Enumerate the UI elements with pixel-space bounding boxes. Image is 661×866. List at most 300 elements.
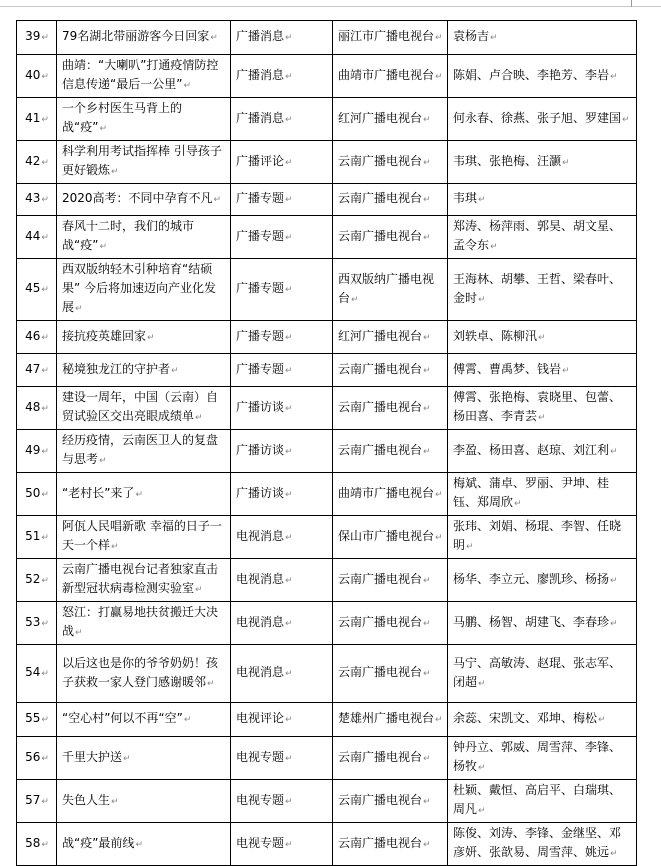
entry-category-cell (231, 216, 333, 259)
paragraph-mark-icon: ↵ (478, 678, 486, 689)
entry-authors: 刘轶卓、陈柳汛 (453, 328, 538, 343)
entry-authors-cell (448, 55, 637, 98)
entry-authors: 何永春、徐燕、张子旭、罗建国 (453, 110, 622, 125)
awards-table-body (17, 21, 637, 866)
entry-authors: 杨华、李立元、廖凯珍、杨扬 (453, 571, 610, 586)
paragraph-mark-icon: ↵ (423, 332, 431, 343)
paragraph-mark-icon: ↵ (75, 628, 83, 638)
paragraph-mark-icon: ↵ (351, 294, 359, 305)
entry-authors: 李盈、杨田喜、赵琼、刘江利 (453, 442, 610, 457)
entry-title: 秘境独龙江的守护者 (62, 361, 171, 376)
paragraph-mark-icon: ↵ (135, 489, 143, 500)
paragraph-mark-icon: ↵ (478, 806, 486, 816)
entry-organization: 红河广播电视台 (338, 110, 423, 125)
row-number: 48 (25, 399, 41, 414)
entry-organization-cell (333, 559, 448, 602)
entry-title: 以后这也是你的爷爷奶奶！孩子获救一家人登门感谢暖邻 (62, 655, 219, 689)
paragraph-mark-icon: ↵ (41, 157, 49, 168)
paragraph-mark-icon: ↵ (423, 114, 431, 125)
entry-category-cell (231, 645, 333, 703)
entry-organization: 云南广播电视台 (338, 614, 423, 629)
paragraph-mark-icon: ↵ (285, 71, 293, 82)
entry-organization: 红河广播电视台 (338, 328, 423, 343)
row-number: 42 (25, 153, 41, 168)
table-row (17, 184, 637, 216)
entry-authors: 张玮、刘娟、杨琨、李智、任晓明 (453, 519, 622, 552)
paragraph-mark-icon: ↵ (99, 242, 107, 252)
paragraph-mark-icon: ↵ (423, 669, 431, 679)
paragraph-mark-icon: ↵ (285, 365, 293, 376)
row-number-cell (17, 55, 57, 98)
paragraph-mark-icon: ↵ (490, 33, 498, 43)
row-number: 58 (25, 835, 41, 850)
paragraph-mark-icon: ↵ (423, 839, 431, 850)
paragraph-mark-icon: ↵ (285, 332, 293, 343)
entry-title: “老村长”来了 (62, 485, 135, 500)
entry-organization: 曲靖市广播电视台 (338, 485, 435, 500)
row-number: 40 (25, 67, 41, 82)
paragraph-mark-icon: ↵ (123, 753, 131, 764)
entry-organization: 云南广播电视台 (338, 442, 423, 457)
entry-authors: 韦琪 (453, 191, 478, 205)
paragraph-mark-icon: ↵ (285, 195, 293, 205)
entry-organization: 云南广播电视台 (338, 571, 423, 586)
entry-category-cell (231, 259, 333, 321)
paragraph-mark-icon: ↵ (213, 195, 222, 205)
paragraph-mark-icon: ↵ (41, 365, 49, 376)
table-row (17, 780, 637, 823)
entry-title-cell (57, 141, 231, 184)
entry-authors-cell (448, 780, 637, 823)
entry-authors: 钟丹立、郭威、周雪萍、李锋、杨牧 (453, 740, 622, 773)
paragraph-mark-icon: ↵ (285, 669, 293, 679)
entry-title: 2020高考：不同中孕育不凡 (62, 191, 213, 205)
paragraph-mark-icon: ↵ (285, 753, 293, 764)
paragraph-mark-icon: ↵ (598, 715, 606, 725)
entry-organization-cell (333, 737, 448, 780)
paragraph-mark-icon: ↵ (562, 157, 570, 168)
entry-title: 一个乡村医生马背上的战“疫” (62, 101, 183, 134)
entry-organization-cell (333, 473, 448, 516)
entry-authors-cell (448, 645, 637, 703)
entry-organization: 云南广播电视台 (338, 792, 423, 807)
paragraph-mark-icon: ↵ (41, 332, 49, 343)
entry-authors-cell (448, 354, 637, 387)
paragraph-mark-icon: ↵ (285, 532, 293, 543)
entry-organization: 云南广播电视台 (338, 191, 423, 205)
entry-authors-cell (448, 737, 637, 780)
table-row (17, 141, 637, 184)
paragraph-mark-icon: ↵ (423, 157, 431, 168)
entry-title-cell (57, 354, 231, 387)
paragraph-mark-icon: ↵ (41, 285, 49, 295)
paragraph-mark-icon: ↵ (111, 167, 119, 177)
entry-organization: 曲靖市广播电视台 (338, 67, 435, 82)
row-number: 54 (25, 665, 41, 679)
entry-authors: 余蕊、宋凯文、邓坤、梅松 (453, 711, 598, 725)
entry-authors-cell (448, 602, 637, 645)
entry-category-cell (231, 354, 333, 387)
entry-title-cell (57, 98, 231, 141)
entry-title-cell (57, 216, 231, 259)
entry-category: 电视专题 (236, 792, 285, 807)
paragraph-mark-icon: ↵ (99, 124, 107, 134)
row-number-cell (17, 98, 57, 141)
entry-category-cell (231, 321, 333, 354)
entry-organization: 楚雄州广播电视台 (338, 711, 435, 725)
entry-category: 电视专题 (236, 749, 285, 764)
table-row (17, 387, 637, 430)
awards-table (16, 20, 637, 866)
row-number: 44 (25, 228, 41, 243)
paragraph-mark-icon: ↵ (514, 499, 522, 509)
entry-title-cell (57, 780, 231, 823)
table-row (17, 216, 637, 259)
entry-title: 阿佤人民唱新歌 幸福的日子一天一个样 (62, 519, 222, 552)
entry-category-cell (231, 737, 333, 780)
entry-authors: 陈俊、刘涛、李锋、金继坚、邓彦妍、张歆易、周雪萍、姚远 (453, 826, 622, 859)
paragraph-mark-icon: ↵ (41, 796, 49, 807)
paragraph-mark-icon: ↵ (610, 71, 618, 82)
paragraph-mark-icon: ↵ (423, 753, 431, 764)
entry-category-cell (231, 55, 333, 98)
paragraph-mark-icon: ↵ (41, 232, 49, 243)
entry-category: 电视评论 (236, 711, 285, 725)
entry-category: 广播专题 (236, 191, 285, 205)
paragraph-mark-icon: ↵ (41, 446, 49, 457)
row-number: 53 (25, 614, 41, 629)
row-number-cell (17, 703, 57, 737)
entry-title: “空心村”何以不再“空” (62, 711, 183, 725)
entry-authors-cell (448, 184, 637, 216)
table-row (17, 98, 637, 141)
entry-organization-cell (333, 216, 448, 259)
entry-authors: 傅霄、张艳梅、袁晓里、包蕾、杨田喜、李青芸 (453, 390, 622, 423)
entry-category: 电视消息 (236, 614, 285, 629)
paragraph-mark-icon: ↵ (41, 71, 49, 82)
entry-authors-cell (448, 21, 637, 55)
paragraph-mark-icon: ↵ (41, 669, 49, 679)
entry-authors: 陈娟、卢合映、李艳芳、李岩 (453, 67, 610, 82)
paragraph-mark-icon: ↵ (610, 446, 618, 457)
paragraph-mark-icon: ↵ (435, 33, 443, 43)
entry-category: 电视消息 (236, 571, 285, 586)
entry-category-cell (231, 602, 333, 645)
paragraph-mark-icon: ↵ (171, 365, 179, 376)
row-number-cell (17, 141, 57, 184)
paragraph-mark-icon: ↵ (183, 81, 191, 91)
paragraph-mark-icon: ↵ (285, 618, 293, 629)
entry-organization: 云南广播电视台 (338, 399, 423, 414)
entry-title: 建设一周年，中国（云南）自贸试验区交出亮眼成绩单 (62, 390, 219, 423)
paragraph-mark-icon: ↵ (183, 715, 192, 725)
entry-organization-cell (333, 55, 448, 98)
paragraph-mark-icon: ↵ (285, 33, 293, 43)
paragraph-mark-icon: ↵ (423, 365, 431, 376)
paragraph-mark-icon: ↵ (538, 332, 546, 343)
entry-category: 广播评论 (236, 153, 285, 168)
entry-authors-cell (448, 430, 637, 473)
table-row (17, 21, 637, 55)
entry-organization: 云南广播电视台 (338, 835, 423, 850)
paragraph-mark-icon: ↵ (41, 33, 49, 43)
table-row (17, 259, 637, 321)
paragraph-mark-icon: ↵ (41, 753, 49, 764)
entry-authors: 韦琪、张艳梅、汪灏 (453, 153, 562, 168)
row-number: 45 (25, 281, 41, 295)
entry-title-cell (57, 55, 231, 98)
entry-authors: 王海林、胡攀、王哲、梁春叶、金时 (453, 271, 622, 305)
paragraph-mark-icon: ↵ (111, 542, 119, 552)
paragraph-mark-icon: ↵ (285, 232, 293, 243)
entry-authors: 傅霄、曹禹梦、钱岩 (453, 361, 562, 376)
table-row (17, 516, 637, 559)
row-number-cell (17, 823, 57, 866)
table-row (17, 354, 637, 387)
entry-title: 接抗疫英雄回家 (62, 328, 147, 343)
entry-title: 云南广播电视台记者独家直击新型冠状病毒检测实验室 (62, 562, 219, 595)
entry-authors-cell (448, 321, 637, 354)
paragraph-mark-icon: ↵ (478, 294, 486, 305)
paragraph-mark-icon: ↵ (435, 71, 443, 82)
row-number-cell (17, 473, 57, 516)
entry-category: 广播专题 (236, 328, 285, 343)
entry-category-cell (231, 780, 333, 823)
entry-authors-cell (448, 703, 637, 737)
paragraph-mark-icon: ↵ (466, 542, 474, 552)
paragraph-mark-icon: ↵ (538, 413, 546, 423)
entry-category: 广播访谈 (236, 399, 285, 414)
paragraph-mark-icon: ↵ (41, 195, 49, 205)
row-number-cell (17, 354, 57, 387)
entry-organization-cell (333, 354, 448, 387)
paragraph-mark-icon: ↵ (75, 304, 83, 314)
paragraph-mark-icon: ↵ (41, 489, 49, 500)
row-number: 39 (25, 29, 41, 43)
entry-organization: 云南广播电视台 (338, 361, 423, 376)
row-number-cell (17, 430, 57, 473)
entry-organization-cell (333, 516, 448, 559)
row-number: 52 (25, 571, 41, 586)
entry-organization-cell (333, 321, 448, 354)
entry-category-cell (231, 141, 333, 184)
paragraph-mark-icon: ↵ (285, 839, 293, 850)
entry-authors: 杜颖、戴恒、高启平、白瑞琪、周凡 (453, 783, 622, 816)
row-number-cell (17, 321, 57, 354)
entry-authors-cell (448, 141, 637, 184)
paragraph-mark-icon: ↵ (435, 489, 443, 500)
margin-crop-mark (631, 0, 632, 7)
row-number-cell (17, 216, 57, 259)
paragraph-mark-icon: ↵ (41, 532, 49, 543)
entry-authors-cell (448, 823, 637, 866)
table-row (17, 645, 637, 703)
table-row (17, 703, 637, 737)
paragraph-mark-icon: ↵ (207, 678, 215, 689)
row-number: 41 (25, 110, 41, 125)
paragraph-mark-icon: ↵ (610, 575, 618, 586)
entry-authors-cell (448, 516, 637, 559)
paragraph-mark-icon: ↵ (610, 849, 618, 859)
entry-organization-cell (333, 184, 448, 216)
row-number: 50 (25, 485, 41, 500)
entry-title: 科学利用考试指挥棒 引导孩子更好锻炼 (62, 144, 222, 177)
row-number-cell (17, 259, 57, 321)
entry-category-cell (231, 184, 333, 216)
page-top-edge (0, 6, 661, 7)
row-number: 56 (25, 749, 41, 764)
paragraph-mark-icon: ↵ (285, 796, 293, 807)
entry-title-cell (57, 516, 231, 559)
table-row (17, 823, 637, 866)
entry-category-cell (231, 559, 333, 602)
entry-title: 西双版纳轻木引种培育“结硕果” 今后将加速迈向产业化发展 (62, 262, 217, 314)
paragraph-mark-icon: ↵ (99, 456, 107, 466)
paragraph-mark-icon: ↵ (490, 242, 498, 252)
entry-organization-cell (333, 141, 448, 184)
entry-title: 怒江：打赢易地扶贫搬迁大决战 (62, 605, 219, 638)
table-row (17, 559, 637, 602)
entry-category: 广播专题 (236, 281, 285, 295)
paragraph-mark-icon: ↵ (435, 532, 443, 543)
paragraph-mark-icon: ↵ (195, 413, 203, 423)
paragraph-mark-icon: ↵ (285, 285, 293, 295)
entry-title: 79名湖北带丽游客今日回家 (62, 29, 210, 43)
paragraph-mark-icon: ↵ (423, 575, 431, 586)
table-row (17, 602, 637, 645)
paragraph-mark-icon: ↵ (285, 157, 293, 168)
entry-category: 电视消息 (236, 528, 285, 543)
paragraph-mark-icon: ↵ (41, 403, 49, 414)
entry-organization-cell (333, 98, 448, 141)
entry-title: 失色人生 (62, 792, 111, 807)
paragraph-mark-icon: ↵ (423, 232, 431, 243)
entry-category: 电视消息 (236, 665, 285, 679)
entry-category-cell (231, 21, 333, 55)
paragraph-mark-icon: ↵ (423, 403, 431, 414)
table-row (17, 55, 637, 98)
entry-category: 广播专题 (236, 228, 285, 243)
paragraph-mark-icon: ↵ (562, 365, 570, 376)
entry-title-cell (57, 321, 231, 354)
row-number-cell (17, 184, 57, 216)
entry-category-cell (231, 98, 333, 141)
row-number: 47 (25, 361, 41, 376)
paragraph-mark-icon: ↵ (285, 403, 293, 414)
entry-title: 春风十二时，我们的城市战“疫” (62, 219, 195, 252)
entry-authors: 梅斌、蒲卓、罗丽、尹坤、桂钰、郑周欣 (453, 476, 610, 509)
paragraph-mark-icon: ↵ (41, 575, 49, 586)
row-number-cell (17, 645, 57, 703)
entry-organization: 云南广播电视台 (338, 749, 423, 764)
entry-category: 广播专题 (236, 361, 285, 376)
entry-category: 广播访谈 (236, 442, 285, 457)
entry-organization-cell (333, 645, 448, 703)
paragraph-mark-icon: ↵ (285, 114, 293, 125)
row-number-cell (17, 21, 57, 55)
entry-title-cell (57, 823, 231, 866)
entry-title-cell (57, 430, 231, 473)
row-number: 57 (25, 792, 41, 807)
entry-category-cell (231, 823, 333, 866)
entry-organization: 云南广播电视台 (338, 228, 423, 243)
entry-title-cell (57, 473, 231, 516)
paragraph-mark-icon: ↵ (285, 446, 293, 457)
table-row (17, 430, 637, 473)
entry-category: 广播消息 (236, 110, 285, 125)
paragraph-mark-icon: ↵ (210, 33, 218, 43)
entry-title: 千里大护送 (62, 749, 123, 764)
entry-title-cell (57, 387, 231, 430)
entry-title-cell (57, 645, 231, 703)
entry-organization-cell (333, 21, 448, 55)
table-row (17, 737, 637, 780)
entry-title: 经历疫情，云南医卫人的复盘与思考 (62, 433, 219, 466)
paragraph-mark-icon: ↵ (111, 796, 119, 807)
paragraph-mark-icon: ↵ (285, 489, 293, 500)
entry-category: 电视专题 (236, 835, 285, 850)
row-number-cell (17, 559, 57, 602)
entry-authors-cell (448, 473, 637, 516)
entry-title-cell (57, 559, 231, 602)
entry-category-cell (231, 516, 333, 559)
entry-title: 曲靖：“大喇叭”打通疫情防控信息传递“最后一公里” (62, 58, 219, 91)
entry-organization-cell (333, 780, 448, 823)
entry-organization: 保山市广播电视台 (338, 528, 435, 543)
entry-category-cell (231, 473, 333, 516)
entry-authors-cell (448, 216, 637, 259)
entry-organization-cell (333, 387, 448, 430)
paragraph-mark-icon: ↵ (285, 575, 293, 586)
row-number: 43 (25, 191, 41, 205)
paragraph-mark-icon: ↵ (622, 114, 630, 125)
entry-authors: 袁杨吉 (453, 29, 490, 43)
entry-authors-cell (448, 559, 637, 602)
entry-title: 战“疫”最前线 (62, 835, 135, 850)
entry-category-cell (231, 430, 333, 473)
entry-authors: 马鹏、杨智、胡建飞、李春珍 (453, 614, 610, 629)
paragraph-mark-icon: ↵ (41, 839, 49, 850)
row-number-cell (17, 737, 57, 780)
entry-title-cell (57, 184, 231, 216)
row-number-cell (17, 516, 57, 559)
paragraph-mark-icon: ↵ (435, 715, 443, 725)
entry-organization: 丽江市广播电视台 (338, 29, 435, 43)
paragraph-mark-icon: ↵ (423, 796, 431, 807)
row-number: 51 (25, 528, 41, 543)
row-number-cell (17, 602, 57, 645)
entry-organization-cell (333, 703, 448, 737)
entry-title-cell (57, 703, 231, 737)
entry-title-cell (57, 259, 231, 321)
entry-authors-cell (448, 259, 637, 321)
paragraph-mark-icon: ↵ (423, 446, 431, 457)
entry-authors: 马宁、高敏涛、赵琨、张志军、闭超 (453, 655, 622, 689)
row-number: 46 (25, 328, 41, 343)
entry-category: 广播消息 (236, 29, 285, 43)
entry-title-cell (57, 21, 231, 55)
paragraph-mark-icon: ↵ (195, 585, 203, 595)
entry-category-cell (231, 387, 333, 430)
entry-title-cell (57, 602, 231, 645)
paragraph-mark-icon: ↵ (135, 839, 143, 850)
paragraph-mark-icon: ↵ (41, 618, 49, 629)
entry-authors-cell (448, 98, 637, 141)
entry-organization-cell (333, 259, 448, 321)
entry-organization-cell (333, 823, 448, 866)
table-row (17, 473, 637, 516)
table-row (17, 321, 637, 354)
